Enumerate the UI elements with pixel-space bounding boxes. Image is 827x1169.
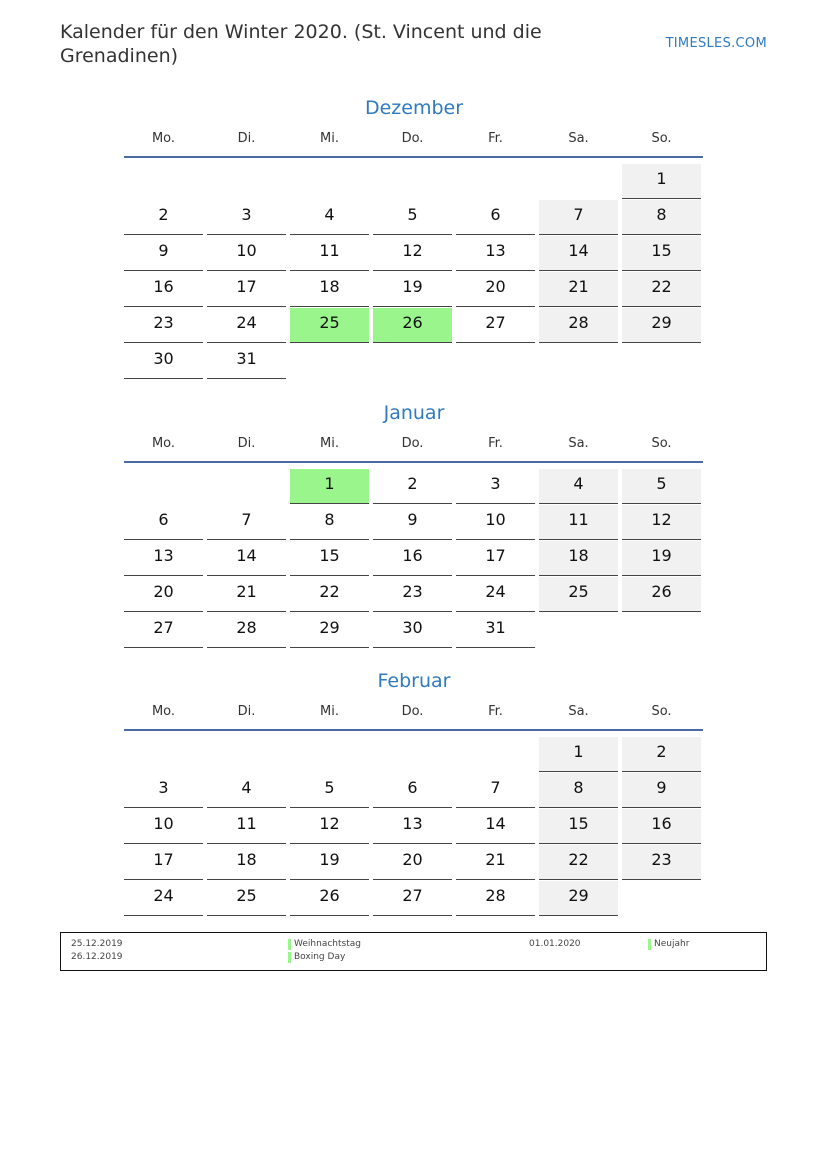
day-cell: 31 [207, 344, 286, 379]
weekday-label: Mi. [320, 131, 339, 146]
day-cell: 29 [290, 613, 369, 648]
day-cell: 30 [124, 344, 203, 379]
day-empty [124, 737, 203, 772]
day-cell: 24 [124, 881, 203, 916]
day-cell: 17 [456, 541, 535, 576]
day-cell: 27 [373, 881, 452, 916]
day-cell: 11 [539, 505, 618, 540]
day-cell: 9 [373, 505, 452, 540]
day-cell: 19 [290, 845, 369, 880]
legend-row [61, 951, 766, 964]
day-cell: 8 [539, 773, 618, 808]
weekday-label: Do. [401, 436, 424, 451]
day-cell-holiday: 25 [290, 308, 369, 343]
day-cell: 15 [622, 236, 701, 271]
day-cell: 17 [207, 272, 286, 307]
weekday-label: Mi. [320, 704, 339, 719]
day-empty [456, 737, 535, 772]
day-cell: 3 [207, 200, 286, 235]
legend-row [61, 938, 766, 951]
day-cell: 9 [124, 236, 203, 271]
header-rule [124, 156, 703, 158]
day-cell: 28 [207, 613, 286, 648]
day-cell: 5 [373, 200, 452, 235]
day-cell-holiday: 1 [290, 469, 369, 504]
day-cell: 3 [124, 773, 203, 808]
day-cell: 15 [539, 809, 618, 844]
header-rule [124, 461, 703, 463]
day-cell: 20 [373, 845, 452, 880]
weekday-label: Fr. [488, 436, 503, 451]
day-cell: 24 [456, 577, 535, 612]
day-cell: 12 [622, 505, 701, 540]
weekday-header [124, 128, 704, 150]
day-grid [124, 469, 704, 649]
day-grid [124, 737, 704, 917]
day-cell: 31 [456, 613, 535, 648]
day-cell: 18 [207, 845, 286, 880]
day-cell: 19 [622, 541, 701, 576]
day-empty [456, 164, 535, 199]
weekday-label: Fr. [488, 704, 503, 719]
page-title: Kalender für den Winter 2020. (St. Vincent und die Grenadinen) [60, 21, 542, 67]
day-cell: 4 [539, 469, 618, 504]
day-cell: 26 [622, 577, 701, 612]
day-cell: 16 [373, 541, 452, 576]
day-cell: 3 [456, 469, 535, 504]
weekday-label: Di. [237, 704, 256, 719]
day-cell: 29 [622, 308, 701, 343]
day-cell: 21 [456, 845, 535, 880]
holiday-legend [60, 932, 767, 971]
legend-date: 25.12.2019 [71, 939, 123, 949]
day-cell: 1 [539, 737, 618, 772]
day-cell: 24 [207, 308, 286, 343]
day-empty [207, 164, 286, 199]
day-cell: 5 [622, 469, 701, 504]
day-empty [290, 164, 369, 199]
day-cell: 1 [622, 164, 701, 199]
day-cell: 13 [373, 809, 452, 844]
day-cell: 22 [290, 577, 369, 612]
day-cell: 23 [124, 308, 203, 343]
weekday-label: Mi. [320, 436, 339, 451]
weekday-label: So. [651, 436, 672, 451]
day-cell: 14 [456, 809, 535, 844]
weekday-label: Do. [401, 131, 424, 146]
day-cell: 13 [456, 236, 535, 271]
day-cell: 17 [124, 845, 203, 880]
day-cell: 27 [456, 308, 535, 343]
day-cell: 6 [124, 505, 203, 540]
day-cell: 5 [290, 773, 369, 808]
day-cell: 10 [456, 505, 535, 540]
weekday-label: Fr. [488, 131, 503, 146]
day-empty [207, 737, 286, 772]
brand-link[interactable]: TIMESLES.COM [665, 36, 767, 51]
month-february [124, 667, 704, 917]
weekday-label: Sa. [568, 704, 589, 719]
weekday-label: So. [651, 704, 672, 719]
day-cell: 21 [207, 577, 286, 612]
weekday-label: Mo. [151, 131, 176, 146]
day-cell: 8 [290, 505, 369, 540]
weekday-label: Do. [401, 704, 424, 719]
day-cell: 25 [207, 881, 286, 916]
day-cell: 28 [539, 308, 618, 343]
weekday-label: So. [651, 131, 672, 146]
month-name: Dezember [364, 97, 464, 119]
weekday-label: Di. [237, 436, 256, 451]
day-cell: 20 [124, 577, 203, 612]
legend-date: 01.01.2020 [529, 939, 581, 949]
day-cell-holiday: 26 [373, 308, 452, 343]
day-cell: 22 [539, 845, 618, 880]
day-cell: 4 [207, 773, 286, 808]
day-cell: 11 [290, 236, 369, 271]
day-cell: 28 [456, 881, 535, 916]
month-december [124, 94, 704, 380]
day-cell: 15 [290, 541, 369, 576]
day-cell: 12 [290, 809, 369, 844]
legend-date: 26.12.2019 [71, 952, 123, 962]
day-cell: 23 [373, 577, 452, 612]
day-cell: 16 [622, 809, 701, 844]
day-cell: 12 [373, 236, 452, 271]
day-cell: 26 [290, 881, 369, 916]
weekday-label: Sa. [568, 436, 589, 451]
weekday-label: Sa. [568, 131, 589, 146]
weekday-header [124, 701, 704, 723]
legend-holiday-name: Weihnachtstag [288, 938, 361, 951]
header-rule [124, 729, 703, 731]
day-cell: 7 [539, 200, 618, 235]
day-cell: 6 [373, 773, 452, 808]
day-cell: 16 [124, 272, 203, 307]
day-cell: 14 [539, 236, 618, 271]
day-cell: 2 [124, 200, 203, 235]
day-empty [539, 164, 618, 199]
day-empty [124, 164, 203, 199]
day-cell: 10 [207, 236, 286, 271]
day-cell: 30 [373, 613, 452, 648]
day-cell: 13 [124, 541, 203, 576]
month-name: Januar [383, 402, 445, 424]
day-cell: 29 [539, 881, 618, 916]
weekday-label: Mo. [151, 436, 176, 451]
day-cell: 10 [124, 809, 203, 844]
legend-holiday-name: Neujahr [648, 938, 689, 951]
day-cell: 18 [539, 541, 618, 576]
day-cell: 19 [373, 272, 452, 307]
day-cell: 4 [290, 200, 369, 235]
day-cell: 21 [539, 272, 618, 307]
day-cell: 2 [622, 737, 701, 772]
day-empty [373, 164, 452, 199]
day-cell: 7 [456, 773, 535, 808]
day-empty [207, 469, 286, 504]
day-cell: 22 [622, 272, 701, 307]
day-cell: 23 [622, 845, 701, 880]
day-cell: 14 [207, 541, 286, 576]
day-cell: 6 [456, 200, 535, 235]
month-january [124, 399, 704, 649]
day-cell: 9 [622, 773, 701, 808]
month-name: Februar [377, 670, 451, 692]
day-cell: 18 [290, 272, 369, 307]
day-cell: 2 [373, 469, 452, 504]
day-cell: 25 [539, 577, 618, 612]
day-empty [373, 737, 452, 772]
day-empty [290, 737, 369, 772]
day-cell: 11 [207, 809, 286, 844]
weekday-label: Di. [237, 131, 256, 146]
legend-holiday-name: Boxing Day [288, 951, 345, 964]
day-grid [124, 164, 704, 380]
day-empty [124, 469, 203, 504]
day-cell: 20 [456, 272, 535, 307]
weekday-label: Mo. [151, 704, 176, 719]
day-cell: 8 [622, 200, 701, 235]
day-cell: 27 [124, 613, 203, 648]
day-cell: 7 [207, 505, 286, 540]
weekday-header [124, 433, 704, 455]
